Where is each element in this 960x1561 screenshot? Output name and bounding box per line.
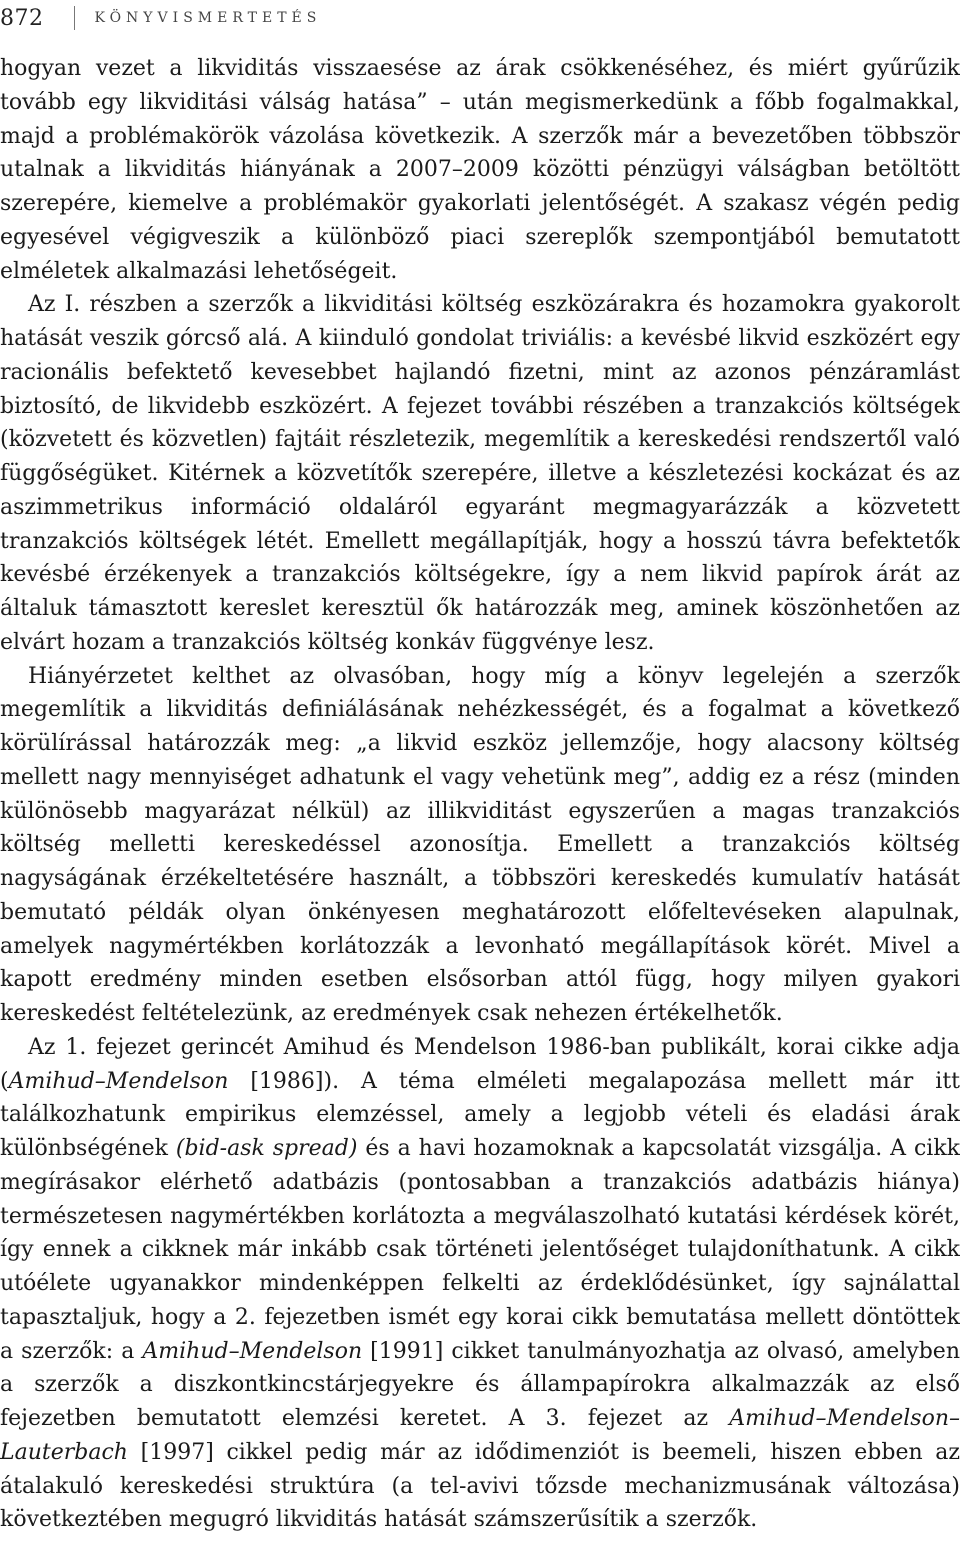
italic-text: Amihud–Mendelson <box>8 1068 229 1094</box>
body-text <box>0 52 960 1537</box>
header-divider <box>74 6 75 30</box>
text-run: és a havi hozamoknak a kapcsolatát vizsgálja. A cikk megírásakor elérhető adatbázis (pontosabban a tranzakciós adatbázis hiánya) természetesen nagymértékben korlátozta a megválaszolható kutatási kérdések körét, így ennek a cikknek már inkább csak történeti jelentőséget tulajdoníthatunk. A cikk utóélete ugyanakkor mindenképpen felkelti az érdeklődésünket, így sajnálattal tapasztaljuk, hogy a 2. fejezetben ismét egy korai cikk bemutatása mellett döntöttek a szerzők: a <box>0 1136 960 1364</box>
text-run: Hiányérzetet kelthet az olvasóban, hogy míg a könyv legelején a szerzők megemlítik a likviditás definiálásának nehézkességét, és a fogalmat a következő körülírással határozzák meg: „a likvid eszköz jellemzője, hogy alacsony költség mellett nagy mennyiséget adhatunk el vagy vehetünk meg”, addig ez a rész (minden különösebb magyarázat nélkül) az illikviditást egyszerűen a magas tranzakciós költség melletti kereskedéssel azonosítja. Emellett a tranzakciós költség nagyságának érzékeltetésére használt, a többszöri kereskedés kumulatív hatását bemutató példák olyan önkényesen meghatározott előfeltevéseken alapulnak, amelyek nagymértékben korlátozzák a levonható megállapítások körét. Mivel a kapott eredmény minden esetben elsősorban attól függ, hogy milyen gyakori kereskedést feltételezünk, az eredmények csak nehezen értékelhetők. <box>0 663 960 1026</box>
paragraph <box>0 52 960 288</box>
paragraph <box>0 660 960 1031</box>
paragraph <box>0 288 960 659</box>
italic-text: (bid-ask spread) <box>175 1136 358 1161</box>
text-run: [1991] cikket tanulmányozhatja az olvasó, amelyben a szerzők a diszkontkincstárjegyekre és állampapírokra alkalmazzák az első fejezetben bemutatott elemzési keretet. A 3. fejezet az <box>0 1338 960 1431</box>
text-run: [1986]). A téma elméleti megalapozása mellett már itt találkozhatunk empirikus elemzéssel, amely a legjobb vételi és eladási árak különbségének <box>0 1068 960 1161</box>
paragraph <box>0 1031 960 1537</box>
section-title: KÖNYVISMERTETÉS <box>94 10 322 26</box>
running-head <box>0 0 321 36</box>
italic-text: Amihud–Mendelson–Lauterbach <box>0 1406 960 1465</box>
text-run: Az I. részben a szerzők a likviditási költség eszközárakra és hozamokra gyakorolt hatását veszik górcső alá. A kiinduló gondolat triviális: a kevésbé likvid eszközért egy racionális befektető kevesebbet hajlandó fizetni, mint az azonos pénzáramlást biztosító, de likvidebb eszközért. A fejezet további részében a tranzakciós költségek (közvetett és közvetlen) fajtáit részletezik, megemlítik a kereskedési rendszertől való függőségüket. Kitérnek a közvetítők szerepére, illetve a készletezési kockázat és az aszimmetrikus információ oldaláról egyaránt megmagyarázzák a közvetett tranzakciós költségek létét. Emellett megállapítják, hogy a hosszú távra befektetők kevésbé érzékenyek a tranzakciós költségekre, így a nem likvid papírok árát az általuk támasztott kereslet keresztül ők határozzák meg, aminek köszönhetően az elvárt hozam a tranzakciós költség konkáv függvénye lesz. <box>0 292 960 655</box>
page-number: 872 <box>0 5 44 31</box>
text-run: [1997] cikkel pedig már az idődimenziót is beemeli, hiszen ebben az átalakuló kereskedési struktúra (a tel-avivi tőzsde mechanizmusának változása) következtében megugró likviditás hatását számszerűsítik a szerzők. <box>0 1439 960 1533</box>
italic-text: Amihud–Mendelson <box>142 1338 363 1364</box>
text-run: Az 1. fejezet gerincét Amihud és Mendelson 1986-ban publikált, korai cikke adja ( <box>0 1034 960 1094</box>
text-run: hogyan vezet a likviditás visszaesése az árak csökkenéséhez, és miért gyűrűzik tovább egy likviditási válság hatása” – után megismerkedünk a főbb fogalmakkal, majd a problémakörök vázolása következik. A szerzők már a bevezetőben többször utalnak a likviditás hiányának a 2007–2009 közötti pénzügyi válságban betöltött szerepére, kiemelve a problémakör gyakorlati jelentőségét. A szakasz végén pedig egyesével végigveszik a különböző piaci szereplők szempontjából bemutatott elméletek alkalmazási lehetőségeit. <box>0 56 960 284</box>
